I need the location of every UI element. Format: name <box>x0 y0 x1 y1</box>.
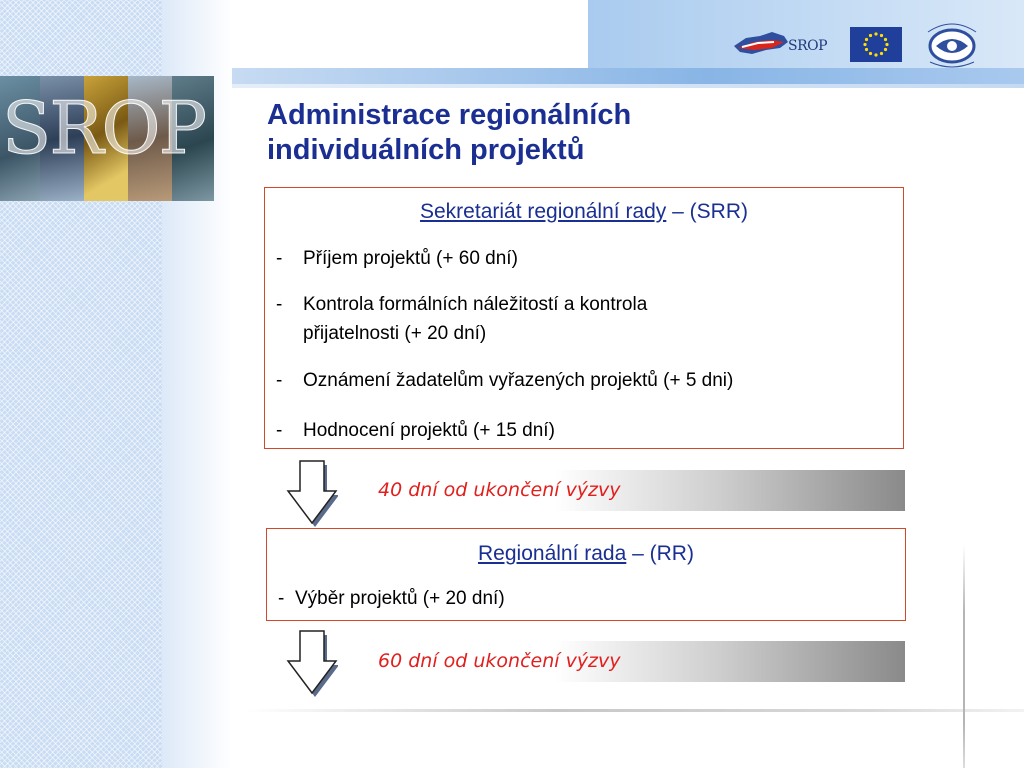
milestone-bar <box>366 470 905 511</box>
mmr-ministry-logo <box>922 18 982 70</box>
down-arrow-icon <box>286 459 338 527</box>
rr-heading-suffix: – (RR) <box>626 542 694 565</box>
list-dash: - <box>276 420 283 441</box>
srop-logo-text: SROP <box>788 38 828 54</box>
list-dash: - <box>278 588 285 609</box>
list-item-text-continued: přijatelnosti (+ 20 dní) <box>303 323 487 344</box>
srr-heading-suffix: – (SRR) <box>666 200 748 223</box>
slide-title-line1: Administrace regionálních <box>267 99 632 131</box>
rr-heading <box>267 542 905 566</box>
eu-flag-logo <box>850 27 902 62</box>
footer-divider-vertical <box>963 545 965 768</box>
footer-divider-horizontal <box>245 709 1024 712</box>
collage-logo-text: SROP <box>2 86 206 170</box>
list-item-text: Oznámení žadatelům vyřazených projektů (+ 5 dni) <box>303 370 734 391</box>
list-item-text: Příjem projektů (+ 60 dní) <box>303 248 518 269</box>
list-dash: - <box>276 248 283 269</box>
srr-heading <box>265 200 903 224</box>
srr-box <box>264 187 904 449</box>
list-item-text: Hodnocení projektů (+ 15 dní) <box>303 420 555 441</box>
slide-title <box>267 98 787 168</box>
milestone-bar <box>366 641 905 682</box>
header-rule <box>232 68 1024 84</box>
list-item-text: Kontrola formálních náležitostí a kontrola <box>303 294 648 315</box>
slide-title-line2: individuálních projektů <box>267 134 585 166</box>
list-dash: - <box>276 370 283 391</box>
srr-heading-link[interactable]: Sekretariát regionální rady <box>420 200 667 223</box>
list-dash: - <box>276 294 283 315</box>
header-rule-shadow <box>232 84 1024 88</box>
rr-heading-link[interactable]: Regionální rada <box>478 542 627 565</box>
down-arrow-icon <box>286 629 338 697</box>
rr-box <box>266 528 906 621</box>
eu-stars-icon <box>850 27 902 62</box>
milestone-text: 60 dní od ukončení výzvy <box>378 650 621 672</box>
list-item-text: Výběr projektů (+ 20 dní) <box>295 588 505 609</box>
milestone-text: 40 dní od ukončení výzvy <box>378 479 621 501</box>
